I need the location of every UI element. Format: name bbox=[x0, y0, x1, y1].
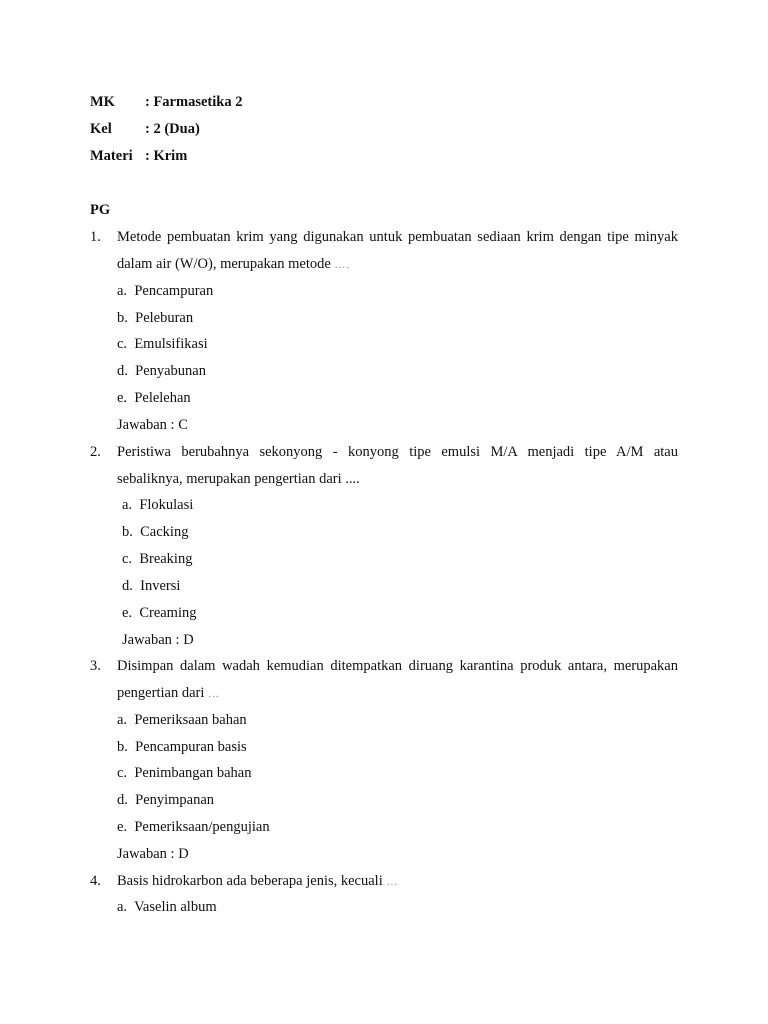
option-text: Breaking bbox=[139, 551, 193, 567]
option-text: Pencampuran basis bbox=[135, 739, 247, 755]
option-letter: a. bbox=[117, 712, 128, 728]
kel-label: Kel bbox=[90, 121, 112, 137]
option-text: Pelelehan bbox=[134, 390, 191, 406]
option-text: Pemeriksaan bahan bbox=[134, 712, 247, 728]
option-item bbox=[117, 336, 208, 353]
option-item bbox=[117, 792, 214, 809]
option-letter: a. bbox=[117, 283, 128, 299]
question-number: 1. bbox=[90, 229, 101, 245]
option-text: Peleburan bbox=[135, 310, 194, 326]
question-text-line: Peristiwa berubahnya sekonyong - konyong tipe emulsi M/A menjadi tipe A/M atau bbox=[117, 444, 678, 460]
option-letter: c. bbox=[117, 765, 128, 781]
materi-label: Materi bbox=[90, 148, 133, 164]
option-text: Penimbangan bahan bbox=[134, 765, 252, 781]
option-item bbox=[117, 712, 247, 729]
question-text-line: Metode pembuatan krim yang digunakan untuk pembuatan sediaan krim dengan tipe minyak bbox=[117, 229, 678, 245]
question-text-line bbox=[117, 685, 220, 702]
option-text: Penyimpanan bbox=[135, 792, 215, 808]
option-letter: d. bbox=[117, 363, 128, 379]
question-text-line: Disimpan dalam wadah kemudian ditempatkan diruang karantina produk antara, merupakan bbox=[117, 658, 678, 674]
option-item bbox=[117, 310, 193, 327]
option-letter: d. bbox=[117, 792, 128, 808]
option-item bbox=[117, 765, 252, 782]
option-item bbox=[122, 551, 192, 568]
option-letter: a. bbox=[122, 497, 133, 513]
option-letter: c. bbox=[117, 336, 128, 352]
option-letter: b. bbox=[117, 739, 128, 755]
option-text: Vaselin album bbox=[134, 899, 217, 915]
option-letter: b. bbox=[122, 524, 133, 540]
option-item bbox=[117, 899, 217, 916]
section-label: PG bbox=[90, 202, 111, 218]
option-item bbox=[122, 497, 193, 514]
option-letter: b. bbox=[117, 310, 128, 326]
answer-key: Jawaban : D bbox=[122, 632, 194, 648]
answer-key: Jawaban : D bbox=[117, 846, 189, 862]
option-text: Pencampuran bbox=[134, 283, 214, 299]
ellipsis: …. bbox=[334, 259, 351, 271]
option-text: Emulsifikasi bbox=[134, 336, 208, 352]
option-text: Penyabunan bbox=[135, 363, 206, 379]
option-item bbox=[117, 283, 213, 300]
option-text: Pemeriksaan/pengujian bbox=[134, 819, 270, 835]
question-number: 4. bbox=[90, 873, 101, 889]
option-text: Flokulasi bbox=[139, 497, 194, 513]
question-text-line bbox=[117, 256, 350, 273]
option-item bbox=[122, 605, 197, 622]
question-text-line: sebaliknya, merupakan pengertian dari .... bbox=[117, 471, 360, 487]
option-text: Creaming bbox=[139, 605, 197, 621]
question-number: 3. bbox=[90, 658, 101, 674]
answer-key: Jawaban : C bbox=[117, 417, 188, 433]
option-item bbox=[117, 390, 191, 407]
option-letter: e. bbox=[122, 605, 133, 621]
question-text: dalam air (W/O), merupakan metode bbox=[117, 256, 331, 272]
ellipsis: … bbox=[386, 876, 399, 888]
option-letter: a. bbox=[117, 899, 128, 915]
option-item bbox=[122, 524, 188, 541]
question-text: pengertian dari bbox=[117, 685, 205, 701]
option-item bbox=[117, 363, 206, 380]
option-letter: e. bbox=[117, 819, 128, 835]
question-number: 2. bbox=[90, 444, 101, 460]
ellipsis: … bbox=[208, 688, 220, 700]
option-item bbox=[117, 819, 270, 836]
question-text-line bbox=[117, 873, 398, 890]
mk-label: MK bbox=[90, 94, 115, 110]
option-letter: e. bbox=[117, 390, 128, 406]
option-item bbox=[117, 739, 247, 756]
option-text: Inversi bbox=[140, 578, 181, 594]
kel-value: : 2 (Dua) bbox=[145, 121, 200, 137]
option-letter: d. bbox=[122, 578, 133, 594]
question-text: Basis hidrokarbon ada beberapa jenis, kecuali bbox=[117, 873, 383, 889]
mk-value: : Farmasetika 2 bbox=[145, 94, 243, 110]
option-text: Cacking bbox=[140, 524, 189, 540]
option-item bbox=[122, 578, 180, 595]
option-letter: c. bbox=[122, 551, 133, 567]
materi-value: : Krim bbox=[145, 148, 188, 164]
